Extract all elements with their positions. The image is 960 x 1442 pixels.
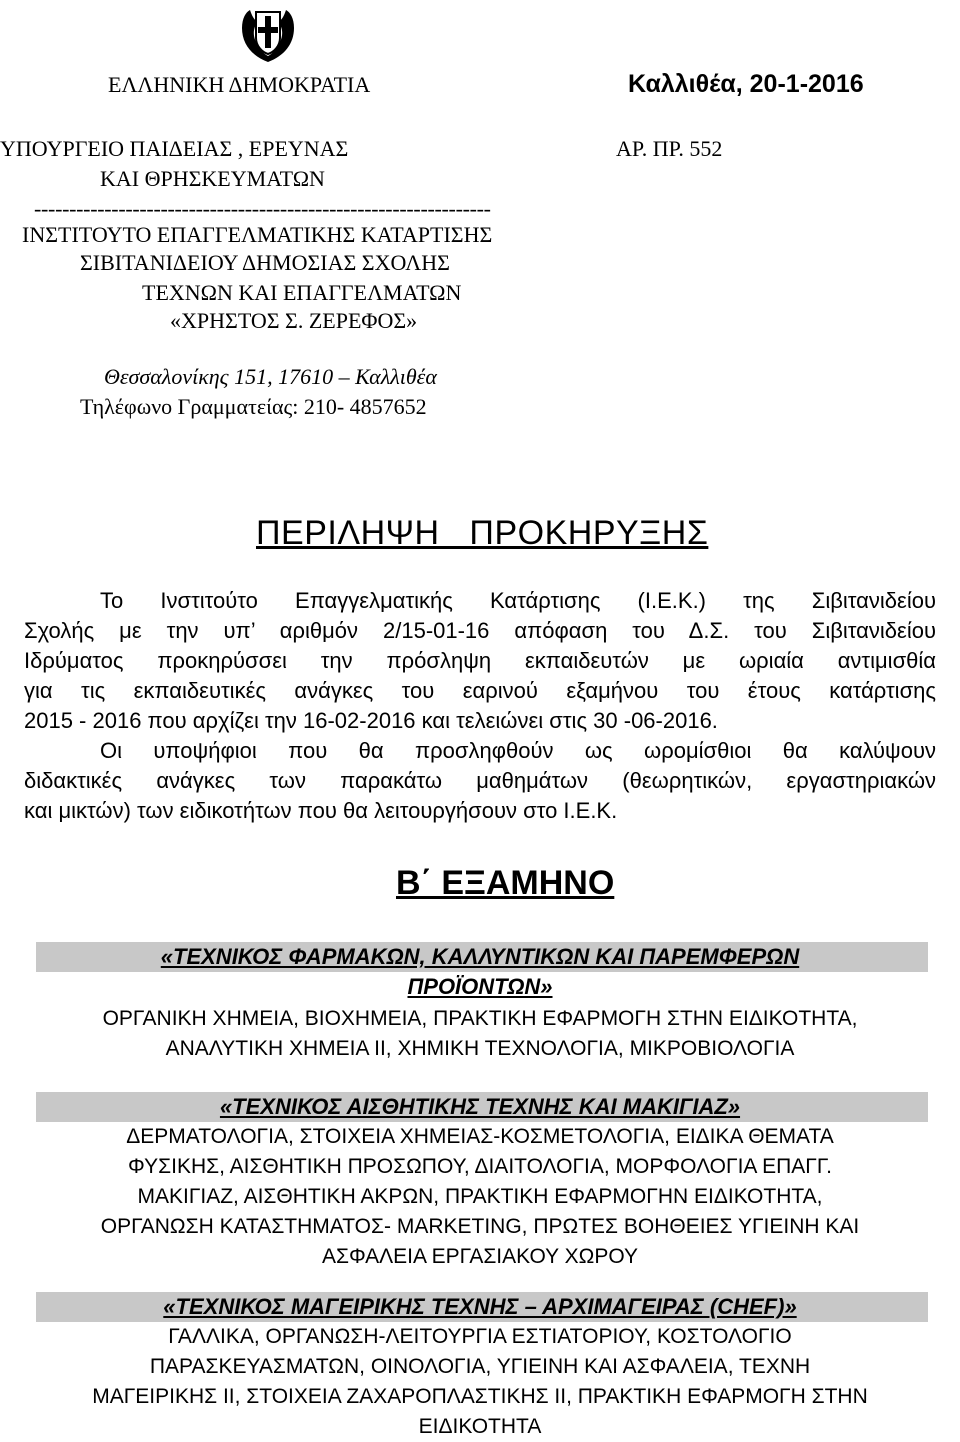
- institute-line-2: ΣΙΒΙΤΑΝΙΔΕΙΟΥ ΔΗΜΟΣΙΑΣ ΣΧΟΛΗΣ: [80, 250, 450, 275]
- specialty-title-line: «ΤΕΧΝΙΚΟΣ ΑΙΣΘΗΤΙΚΗΣ ΤΕΧΝΗΣ ΚΑΙ ΜΑΚΙΓΙΑΖ»: [219, 1094, 741, 1119]
- course-line: ΕΙΔΙΚΟΤΗΤΑ: [418, 1415, 542, 1438]
- intro-line: διδακτικές ανάγκες των παρακάτω μαθημάτων (θεωρητικών, εργαστηριακών: [24, 768, 936, 793]
- semester-title: Β΄ ΕΞΑΜΗΝΟ: [396, 864, 615, 902]
- intro-line: και μικτών) των ειδικοτήτων που θα λειτουργήσουν στο Ι.Ε.Κ.: [24, 798, 618, 823]
- address: Θεσσαλονίκης 151, 17610 – Καλλιθέα: [104, 364, 437, 389]
- place-date: Καλλιθέα, 20-1-2016: [628, 70, 864, 98]
- course-line: ΜΑΚΙΓΙΑΖ, ΑΙΣΘΗΤΙΚΗ ΑΚΡΩΝ, ΠΡΑΚΤΙΚΗ ΕΦΑΡΜΟΓΗΝ ΕΙΔΙΚΟΤΗΤΑ,: [137, 1185, 823, 1208]
- course-line: ΦΥΣΙΚΗΣ, ΑΙΣΘΗΤΙΚΗ ΠΡΟΣΩΠΟΥ, ΔΙΑΙΤΟΛΟΓΙΑ, ΜΟΡΦΟΛΟΓΙΑ ΕΠΑΓΓ.: [128, 1155, 832, 1178]
- ministry-line-1: ΥΠΟΥΡΓΕΙΟ ΠΑΙΔΕΙΑΣ , ΕΡΕΥΝΑΣ: [0, 136, 349, 161]
- specialty-courses: [0, 1004, 960, 1064]
- specialty-title-line: «ΤΕΧΝΙΚΟΣ ΦΑΡΜΑΚΩΝ, ΚΑΛΛΥΝΤΙΚΩΝ ΚΑΙ ΠΑΡΕΜΦΕΡΩΝ: [160, 944, 800, 969]
- institute-line-4: «ΧΡΗΣΤΟΣ Σ. ΖΕΡΕΦΟΣ»: [170, 308, 418, 333]
- intro-line: για τις εκπαιδευτικές ανάγκες του εαρινού εξαμήνου του έτους κατάρτισης: [24, 678, 936, 703]
- page-title: ΠΕΡΙΛΗΨΗ ΠΡΟΚΗΡΥΞΗΣ: [256, 514, 709, 552]
- specialty-title-line: «ΤΕΧΝΙΚΟΣ ΜΑΓΕΙΡΙΚΗΣ ΤΕΧΝΗΣ – ΑΡΧΙΜΑΓΕΙΡΑΣ (CHEF)»: [163, 1294, 797, 1319]
- specialty-title: [0, 942, 960, 1002]
- intro-line: Ιδρύματος προκηρύσσει την πρόσληψη εκπαιδευτών με ωριαία αντιμισθία: [24, 648, 936, 673]
- course-line: ΓΑΛΛΙΚΑ, ΟΡΓΑΝΩΣΗ-ΛΕΙΤΟΥΡΓΙΑ ΕΣΤΙΑΤΟΡΙΟΥ, ΚΟΣΤΟΛΟΓΙΟ: [168, 1325, 792, 1348]
- course-line: ΑΣΦΑΛΕΙΑ ΕΡΓΑΣΙΑΚΟΥ ΧΩΡΟΥ: [321, 1245, 639, 1268]
- protocol-number: ΑΡ. ΠΡ. 552: [616, 136, 723, 161]
- header-separator: -----------------------------------------------------------------: [34, 196, 491, 221]
- institute-line-1: ΙΝΣΤΙΤΟΥΤΟ ΕΠΑΓΓΕΛΜΑΤΙΚΗΣ ΚΑΤΑΡΤΙΣΗΣ: [22, 222, 493, 247]
- intro-line: Το Ινστιτούτο Επαγγελματικής Κατάρτισης (Ι.Ε.Κ.) της Σιβιτανιδείου: [100, 588, 936, 613]
- institute-line-3: ΤΕΧΝΩΝ ΚΑΙ ΕΠΑΓΓΕΛΜΑΤΩΝ: [142, 280, 462, 305]
- phone: Τηλέφωνο Γραμματείας: 210- 4857652: [80, 394, 427, 419]
- intro-line: Σχολής με την υπ’ αριθμόν 2/15-01-16 απόφαση του Δ.Σ. του Σιβιτανιδείου: [24, 618, 936, 643]
- greek-emblem-icon: [232, 4, 304, 66]
- specialty-title: [0, 1292, 960, 1322]
- intro-line: Οι υποψήφιοι που θα προσληφθούν ως ωρομίσθιοι θα καλύψουν: [100, 738, 936, 763]
- course-line: ΜΑΓΕΙΡΙΚΗΣ ΙΙ, ΣΤΟΙΧΕΙΑ ΖΑΧΑΡΟΠΛΑΣΤΙΚΗΣ ΙΙ, ΠΡΑΚΤΙΚΗ ΕΦΑΡΜΟΓΗ ΣΤΗΝ: [92, 1385, 868, 1408]
- course-line: ΔΕΡΜΑΤΟΛΟΓΙΑ, ΣΤΟΙΧΕΙΑ ΧΗΜΕΙΑΣ-ΚΟΣΜΕΤΟΛΟΓΙΑ, ΕΙΔΙΚΑ ΘΕΜΑΤΑ: [126, 1125, 834, 1148]
- course-line: ΑΝΑΛΥΤΙΚΗ ΧΗΜΕΙΑ ΙΙ, ΧΗΜΙΚΗ ΤΕΧΝΟΛΟΓΙΑ, ΜΙΚΡΟΒΙΟΛΟΓΙΑ: [165, 1037, 795, 1060]
- course-line: ΟΡΓΑΝΩΣΗ ΚΑΤΑΣΤΗΜΑΤΟΣ- MARKETING, ΠΡΩΤΕΣ ΒΟΗΘΕΙΕΣ ΥΓΙΕΙΝΗ ΚΑΙ: [100, 1215, 860, 1238]
- specialty-title-line: ΠΡΟΪΟΝΤΩΝ»: [407, 974, 553, 999]
- specialty-title: [0, 1092, 960, 1122]
- republic-label: ΕΛΛΗΝΙΚΗ ΔΗΜΟΚΡΑΤΙΑ: [108, 72, 371, 97]
- specialty-courses: [0, 1322, 960, 1442]
- specialty-courses: [0, 1122, 960, 1272]
- ministry-line-2: ΚΑΙ ΘΡΗΣΚΕΥΜΑΤΩΝ: [100, 166, 325, 191]
- intro-line: 2015 - 2016 που αρχίζει την 16-02-2016 και τελειώνει στις 30 -06-2016.: [24, 708, 718, 733]
- course-line: ΟΡΓΑΝΙΚΗ ΧΗΜΕΙΑ, ΒΙΟΧΗΜΕΙΑ, ΠΡΑΚΤΙΚΗ ΕΦΑΡΜΟΓΗ ΣΤΗΝ ΕΙΔΙΚΟΤΗΤΑ,: [102, 1007, 858, 1030]
- intro-paragraph: [24, 586, 936, 826]
- course-line: ΠΑΡΑΣΚΕΥΑΣΜΑΤΩΝ, ΟΙΝΟΛΟΓΙΑ, ΥΓΙΕΙΝΗ ΚΑΙ ΑΣΦΑΛΕΙΑ, ΤΕΧΝΗ: [149, 1355, 811, 1378]
